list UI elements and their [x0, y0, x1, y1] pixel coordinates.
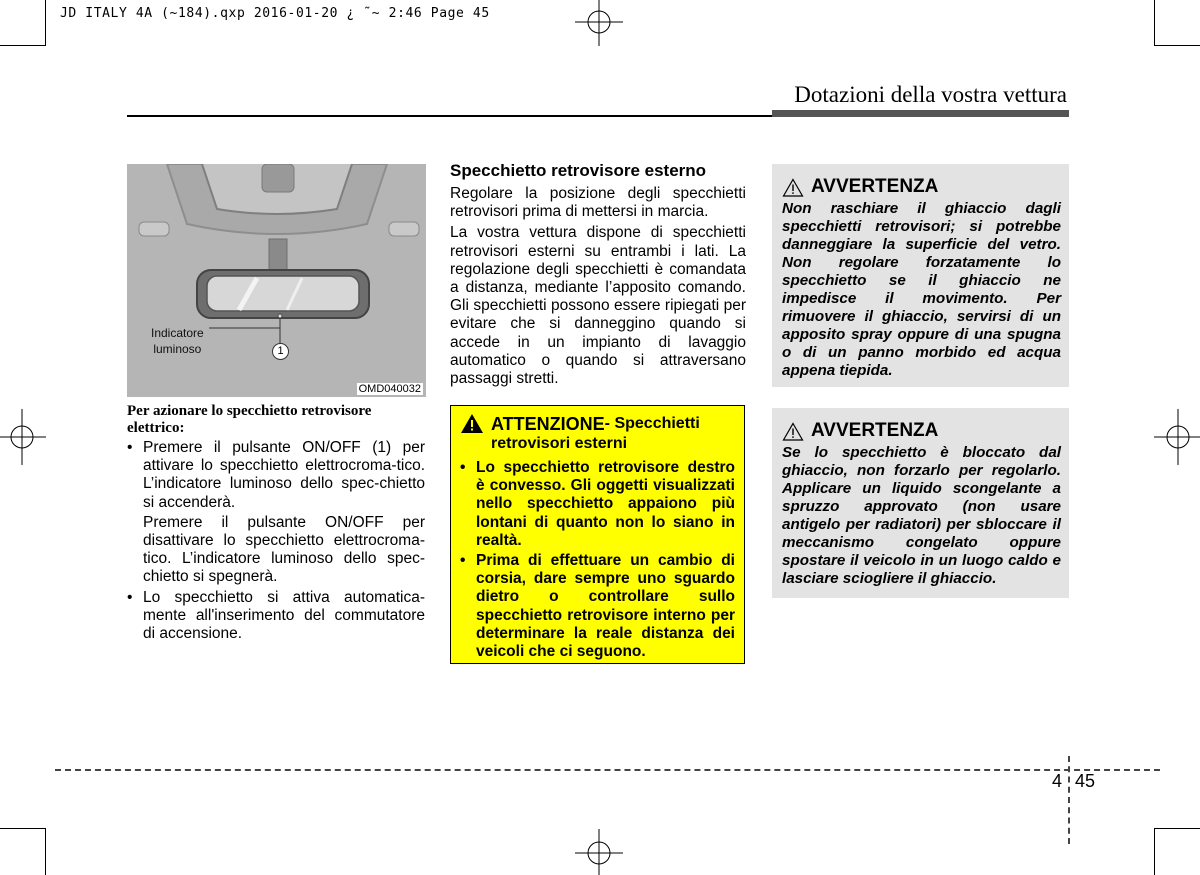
procedure-heading: Per azionare lo specchietto retrovisore elettrico:: [127, 403, 372, 436]
registration-mark-icon: [1154, 405, 1200, 469]
warning-title: AVVERTENZA: [782, 420, 1061, 442]
print-slug: JD ITALY 4A (~184).qxp 2016-01-20 ¿ ˜~ 2:46 Page 45: [60, 6, 490, 21]
middle-column: [450, 160, 746, 391]
warning-box: [772, 408, 1069, 598]
warning-title: AVVERTENZA: [782, 176, 1061, 198]
figure-callout-label: Indicatore luminoso: [151, 326, 204, 356]
footer-dashed-divider: [1068, 756, 1070, 844]
list-item: • Premere il pulsante ON/OFF (1) per attivare lo specchietto elettrocroma-tico. L’indicatore luminoso dello spec-chietto si accenderà.: [127, 439, 425, 511]
attention-subtitle: retrovisori esterni: [491, 435, 628, 452]
crop-mark: [0, 828, 46, 829]
caution-triangle-icon: [782, 178, 804, 197]
crop-mark: [0, 45, 46, 46]
header-rule: [127, 115, 772, 117]
registration-mark-icon: [573, 0, 625, 46]
registration-mark-icon: [573, 829, 625, 875]
crop-mark: [1154, 828, 1200, 829]
chapter-number: 4: [1052, 771, 1063, 791]
attention-box: [450, 405, 745, 664]
list-item: • Lo specchietto retrovisore destro è convesso. Gli oggetti visualizzati nello specchietto appaiono più lontani di quanto non lo siano in realtà.: [460, 459, 735, 549]
procedure-list: [127, 439, 425, 643]
paragraph: Regolare la posizione degli specchietti retrovisori prima di mettersi in marcia.: [450, 185, 746, 221]
crop-mark: [1154, 828, 1155, 875]
warning-text: Non raschiare il ghiaccio dagli specchietti retrovisori; si potrebbe danneggiare la superficie del vetro. Non regolare forzatamente lo specchietto se il ghiaccio ne impedisce il movimento. Per rimuovere il ghiaccio, servirsi di un apposito spray oppure di una spugna o di un panno morbido ed acqua appena tiepida.: [782, 200, 1061, 379]
list-item-continuation: Premere il pulsante ON/OFF per disattivare lo specchietto elettrocroma-tico. L’indicatore luminoso dello spec-chietto si spegnerà.: [143, 513, 425, 586]
warning-text: Se lo specchietto è bloccato dal ghiaccio, non forzarlo per regolarlo. Applicare un liquido scongelante a spruzzo approvato (non usare antigelo per radiatori) per sbloccare il meccanismo congelato oppure spostare il veicolo in un luogo caldo e lasciare sciogliere il ghiaccio.: [782, 444, 1061, 587]
warning-triangle-icon: [460, 413, 484, 434]
rearview-mirror-figure: [127, 164, 426, 397]
registration-mark-icon: [0, 405, 46, 469]
figure-code: OMD040032: [358, 383, 421, 395]
list-item: • Prima di effettuare un cambio di corsia, dare sempre uno sguardo dietro o controllare sullo specchietto retrovisore interno per determinare la reale distanza dei veicoli che ci seguono.: [460, 552, 735, 661]
figure-callout-number: 1: [272, 343, 289, 360]
page-number: 45: [1075, 771, 1096, 791]
left-column: [127, 403, 425, 643]
crop-mark: [1154, 45, 1200, 46]
section-heading: Specchietto retrovisore esterno: [450, 161, 707, 180]
list-item: • Lo specchietto si attiva automatica-mente all'inserimento del commutatore di accensione.: [127, 588, 425, 643]
bullet-icon: •: [127, 588, 133, 606]
crop-mark: [45, 0, 46, 46]
bullet-icon: •: [460, 552, 466, 570]
bullet-icon: •: [460, 459, 466, 476]
crop-mark: [45, 828, 46, 875]
bullet-icon: •: [127, 439, 133, 456]
rearview-mirror-illustration: [127, 164, 426, 397]
caution-triangle-icon: [782, 422, 804, 441]
crop-mark: [1154, 0, 1155, 46]
paragraph: La vostra vettura dispone di specchietti retrovisori esterni su entrambi i lati. La regolazione degli specchietti è comandata a distanza, mediante l’apposito comando. Gli specchietti possono essere ripiegati per evitare che si danneggino quando si accede in un impianto di lavaggio automatico o quando si attraversano passaggi stretti.: [450, 224, 746, 388]
header-rule-accent: [772, 110, 1069, 117]
attention-title: ATTENZIONE - Specchietti: [460, 414, 735, 434]
footer-dashed-rule: [55, 769, 1160, 771]
section-title: Dotazioni della vostra vettura: [794, 82, 1067, 107]
attention-list: [460, 459, 735, 661]
warning-box: [772, 164, 1069, 387]
